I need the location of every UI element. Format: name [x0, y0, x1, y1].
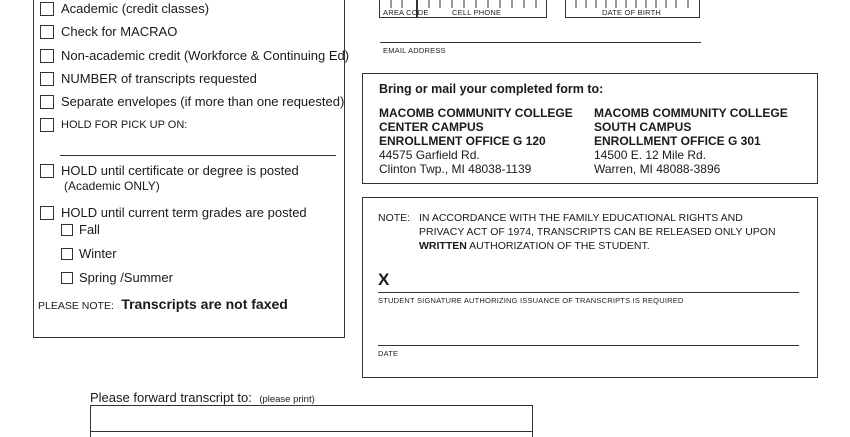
south-city: Warren, MI 48088-3896 — [594, 162, 721, 176]
option-pickup[interactable] — [40, 118, 187, 132]
signature-x-mark: X — [378, 270, 390, 289]
nonacademic-checkbox[interactable] — [40, 49, 54, 63]
ferpa-written: WRITTEN — [419, 240, 467, 252]
nonacademic-label: Non-academic credit (Workforce & Continuing Ed) — [61, 48, 350, 63]
option-nonacademic[interactable] — [40, 48, 349, 63]
hold-term-checkbox[interactable] — [40, 206, 54, 220]
date-caption: DATE — [378, 349, 399, 358]
forward-field-divider — [91, 431, 532, 432]
south-street: 14500 E. 12 Mile Rd. — [594, 148, 707, 162]
pickup-checkbox[interactable] — [40, 118, 54, 132]
date-line[interactable] — [378, 345, 799, 346]
please-note-label: PLEASE NOTE: — [38, 300, 114, 312]
ferpa-note-line2: PRIVACY ACT OF 1974, TRANSCRIPTS CAN BE RELEASED ONLY UPON — [419, 226, 776, 238]
center-city: Clinton Twp., MI 48038-1139 — [379, 162, 532, 176]
option-number[interactable] — [40, 71, 257, 86]
signature-line[interactable] — [378, 292, 799, 293]
cell-phone-caption: CELL PHONE — [452, 8, 502, 17]
winter-label: Winter — [79, 246, 117, 261]
ferpa-note-line3-rest: AUTHORIZATION OF THE STUDENT. — [466, 240, 650, 252]
center-campus-address — [379, 106, 573, 176]
pickup-label: HOLD FOR PICK UP ON: — [61, 119, 188, 131]
please-note-text: Transcripts are not faxed — [121, 296, 288, 312]
option-academic[interactable] — [40, 1, 209, 16]
center-campus-name: CENTER CAMPUS — [379, 120, 484, 134]
south-campus-address — [594, 106, 788, 176]
fall-checkbox[interactable] — [61, 224, 73, 236]
macrao-checkbox[interactable] — [40, 25, 54, 39]
option-spring[interactable] — [61, 270, 173, 285]
option-hold-cert[interactable] — [40, 163, 299, 178]
winter-checkbox[interactable] — [61, 248, 73, 260]
south-campus-name: SOUTH CAMPUS — [594, 120, 692, 134]
pickup-date-line[interactable] — [60, 155, 336, 156]
option-fall[interactable] — [61, 222, 100, 237]
center-street: 44575 Garfield Rd. — [379, 148, 480, 162]
mail-heading: Bring or mail your completed form to: — [379, 82, 604, 96]
number-checkbox[interactable] — [40, 72, 54, 86]
ferpa-note-line3 — [419, 240, 650, 253]
option-winter[interactable] — [61, 246, 117, 261]
number-label: NUMBER of transcripts requested — [61, 71, 257, 86]
spring-label: Spring /Summer — [79, 270, 173, 285]
option-macrao[interactable] — [40, 24, 177, 39]
forward-label: Please forward transcript to: — [90, 390, 252, 405]
academic-checkbox[interactable] — [40, 2, 54, 16]
ferpa-note-label: NOTE: — [378, 212, 411, 224]
fall-label: Fall — [79, 222, 100, 237]
spring-checkbox[interactable] — [61, 272, 73, 284]
email-line[interactable] — [380, 42, 701, 43]
email-caption: EMAIL ADDRESS — [383, 46, 446, 55]
center-office: ENROLLMENT OFFICE G 120 — [379, 134, 546, 148]
macrao-label: Check for MACRAO — [61, 24, 178, 39]
option-separate[interactable] — [40, 94, 344, 109]
hold-cert-sublabel: (Academic ONLY) — [64, 179, 160, 193]
academic-label: Academic (credit classes) — [61, 1, 210, 16]
south-college-name: MACOMB COMMUNITY COLLEGE — [594, 106, 788, 120]
separate-label: Separate envelopes (if more than one requested) — [61, 94, 345, 109]
forward-hint: (please print) — [259, 394, 315, 405]
separate-checkbox[interactable] — [40, 95, 54, 109]
forward-address-field[interactable] — [90, 405, 533, 437]
hold-term-label: HOLD until current term grades are posted — [61, 205, 307, 220]
option-hold-term[interactable] — [40, 205, 307, 220]
hold-cert-label: HOLD until certificate or degree is posted — [61, 163, 299, 178]
hold-cert-checkbox[interactable] — [40, 164, 54, 178]
area-code-caption: AREA CODE — [383, 8, 429, 17]
center-college-name: MACOMB COMMUNITY COLLEGE — [379, 106, 573, 120]
signature-caption: STUDENT SIGNATURE AUTHORIZING ISSUANCE OF TRANSCRIPTS IS REQUIRED — [378, 296, 684, 305]
dob-caption: DATE OF BIRTH — [602, 8, 661, 17]
please-note — [38, 296, 288, 314]
ferpa-note-line1: IN ACCORDANCE WITH THE FAMILY EDUCATIONAL RIGHTS AND — [419, 212, 743, 224]
south-office: ENROLLMENT OFFICE G 301 — [594, 134, 761, 148]
